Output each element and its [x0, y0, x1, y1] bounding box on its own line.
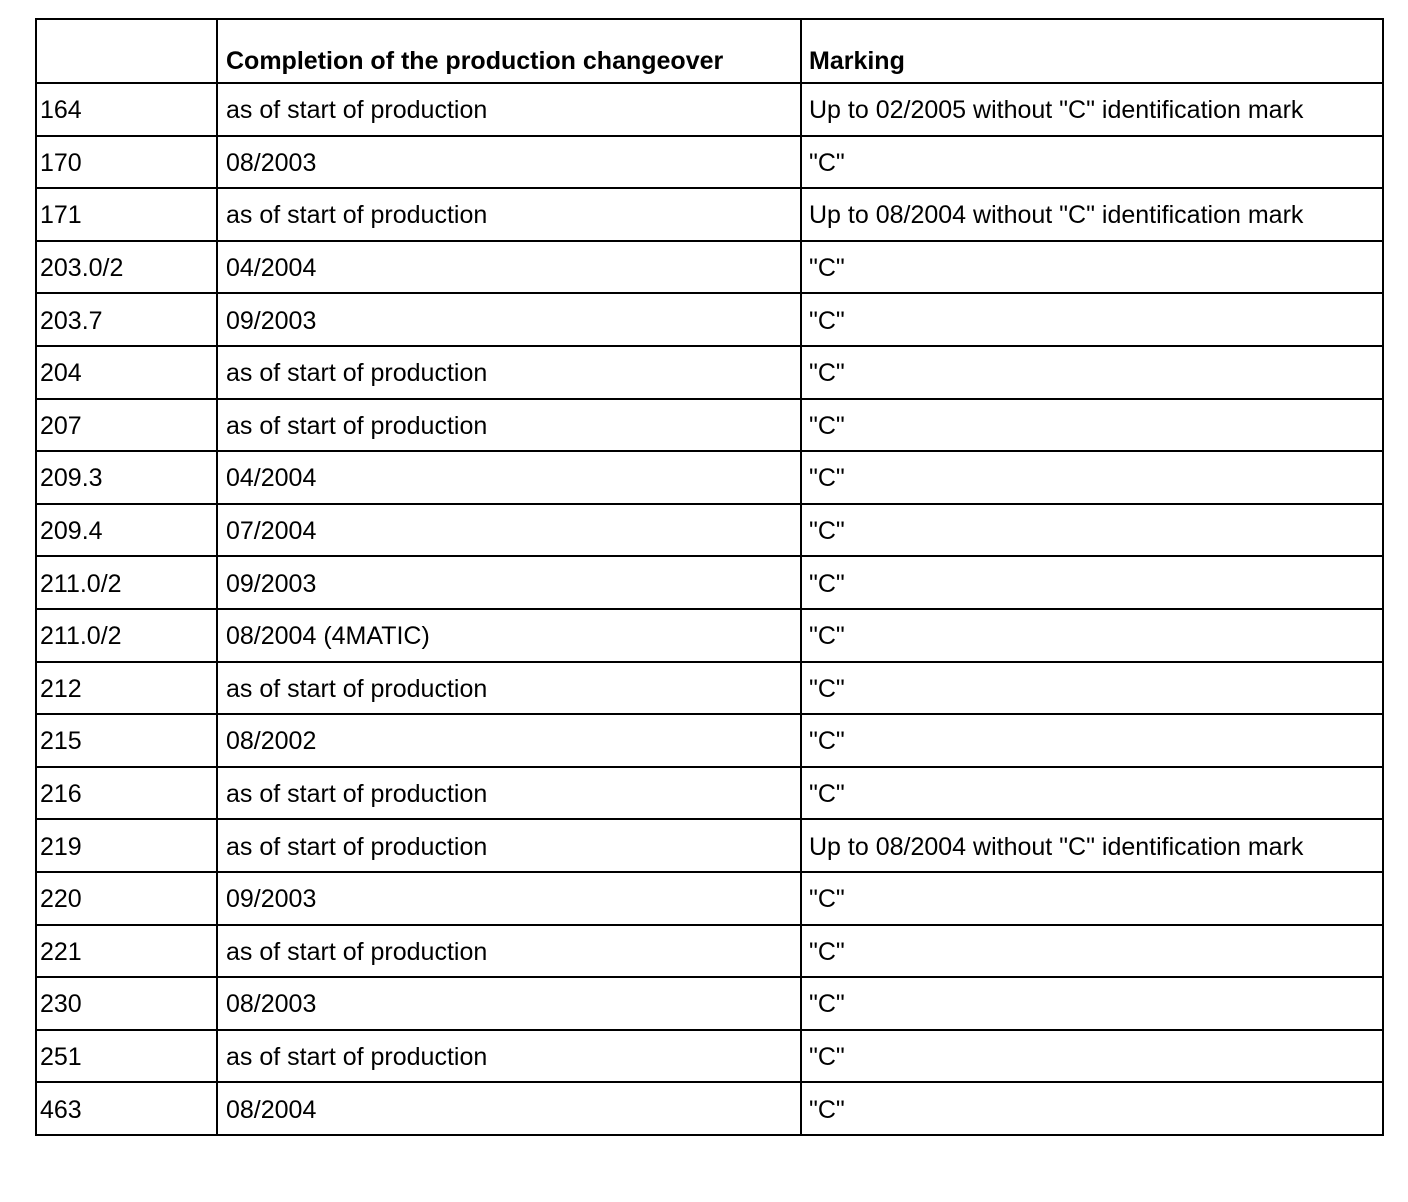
- model-cell: 170: [36, 136, 217, 189]
- model-cell: 207: [36, 399, 217, 452]
- model-cell: 220: [36, 872, 217, 925]
- marking-cell: "C": [801, 556, 1383, 609]
- table-body: [36, 83, 1383, 1135]
- marking-cell: "C": [801, 662, 1383, 715]
- table-row: [36, 1082, 1383, 1135]
- table-row: [36, 346, 1383, 399]
- marking-cell: Up to 08/2004 without "C" identification mark: [801, 819, 1383, 872]
- marking-cell: "C": [801, 1082, 1383, 1135]
- model-cell: 171: [36, 188, 217, 241]
- completion-cell: as of start of production: [217, 83, 801, 136]
- marking-cell: "C": [801, 504, 1383, 557]
- model-cell: 164: [36, 83, 217, 136]
- header-row: [36, 19, 1383, 83]
- model-cell: 221: [36, 925, 217, 978]
- completion-cell: as of start of production: [217, 188, 801, 241]
- model-cell: 211.0/2: [36, 556, 217, 609]
- header-completion: Completion of the production changeover: [217, 19, 801, 83]
- model-cell: 203.7: [36, 293, 217, 346]
- marking-cell: "C": [801, 293, 1383, 346]
- completion-cell: 04/2004: [217, 241, 801, 294]
- marking-cell: "C": [801, 346, 1383, 399]
- table-row: [36, 819, 1383, 872]
- model-cell: 215: [36, 714, 217, 767]
- table-header: [36, 19, 1383, 83]
- marking-cell: "C": [801, 451, 1383, 504]
- table-row: [36, 188, 1383, 241]
- completion-cell: 09/2003: [217, 872, 801, 925]
- marking-cell: "C": [801, 399, 1383, 452]
- completion-cell: 08/2004: [217, 1082, 801, 1135]
- table-row: [36, 451, 1383, 504]
- model-cell: 216: [36, 767, 217, 820]
- table-row: [36, 662, 1383, 715]
- model-cell: 209.3: [36, 451, 217, 504]
- completion-cell: 08/2002: [217, 714, 801, 767]
- completion-cell: 09/2003: [217, 293, 801, 346]
- completion-cell: as of start of production: [217, 767, 801, 820]
- table-row: [36, 925, 1383, 978]
- model-cell: 230: [36, 977, 217, 1030]
- marking-cell: "C": [801, 241, 1383, 294]
- completion-cell: 07/2004: [217, 504, 801, 557]
- marking-cell: Up to 02/2005 without "C" identification mark: [801, 83, 1383, 136]
- completion-cell: 08/2004 (4MATIC): [217, 609, 801, 662]
- completion-cell: 08/2003: [217, 977, 801, 1030]
- marking-cell: "C": [801, 714, 1383, 767]
- table-row: [36, 556, 1383, 609]
- completion-cell: as of start of production: [217, 346, 801, 399]
- marking-cell: "C": [801, 925, 1383, 978]
- changeover-table: [35, 18, 1384, 1136]
- model-cell: 209.4: [36, 504, 217, 557]
- header-marking: Marking: [801, 19, 1383, 83]
- table-row: [36, 767, 1383, 820]
- table-row: [36, 977, 1383, 1030]
- model-cell: 203.0/2: [36, 241, 217, 294]
- table-row: [36, 504, 1383, 557]
- table-row: [36, 293, 1383, 346]
- table-row: [36, 83, 1383, 136]
- table-row: [36, 714, 1383, 767]
- completion-cell: as of start of production: [217, 662, 801, 715]
- table-row: [36, 241, 1383, 294]
- marking-cell: "C": [801, 609, 1383, 662]
- model-cell: 219: [36, 819, 217, 872]
- completion-cell: 04/2004: [217, 451, 801, 504]
- completion-cell: as of start of production: [217, 1030, 801, 1083]
- changeover-table-container: [35, 18, 1384, 1136]
- table-row: [36, 872, 1383, 925]
- marking-cell: Up to 08/2004 without "C" identification mark: [801, 188, 1383, 241]
- model-cell: 212: [36, 662, 217, 715]
- completion-cell: as of start of production: [217, 399, 801, 452]
- marking-cell: "C": [801, 872, 1383, 925]
- marking-cell: "C": [801, 977, 1383, 1030]
- table-row: [36, 1030, 1383, 1083]
- marking-cell: "C": [801, 1030, 1383, 1083]
- model-cell: 251: [36, 1030, 217, 1083]
- table-row: [36, 136, 1383, 189]
- marking-cell: "C": [801, 136, 1383, 189]
- completion-cell: 09/2003: [217, 556, 801, 609]
- completion-cell: as of start of production: [217, 819, 801, 872]
- table-row: [36, 399, 1383, 452]
- completion-cell: as of start of production: [217, 925, 801, 978]
- model-cell: 463: [36, 1082, 217, 1135]
- model-cell: 211.0/2: [36, 609, 217, 662]
- completion-cell: 08/2003: [217, 136, 801, 189]
- marking-cell: "C": [801, 767, 1383, 820]
- table-row: [36, 609, 1383, 662]
- model-cell: 204: [36, 346, 217, 399]
- header-model: [36, 19, 217, 83]
